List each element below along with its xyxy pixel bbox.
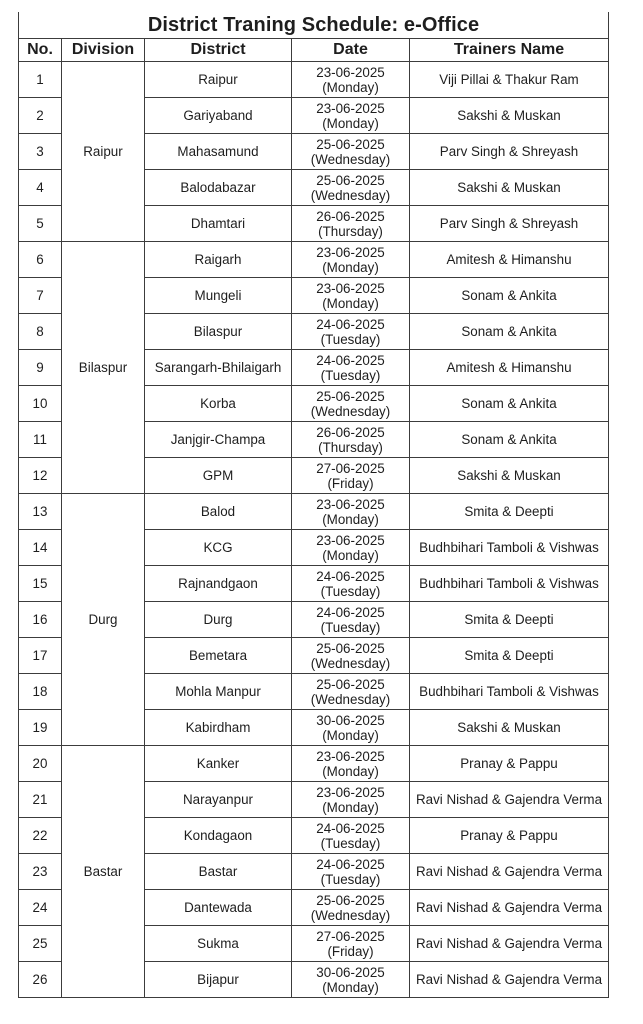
day-value: (Tuesday) (320, 583, 381, 599)
trainers-cell: Amitesh & Himanshu (410, 350, 609, 386)
day-value: (Tuesday) (320, 871, 381, 887)
district-cell: Bijapur (145, 962, 292, 998)
date-value: 25-06-2025 (316, 676, 385, 692)
schedule-sheet (18, 12, 608, 998)
district-cell: Dantewada (145, 890, 292, 926)
date-value: 24-06-2025 (316, 604, 385, 620)
date-value: 23-06-2025 (316, 784, 385, 800)
district-cell: Bemetara (145, 638, 292, 674)
district-cell: Gariyaband (145, 98, 292, 134)
trainers-cell: Ravi Nishad & Gajendra Verma (410, 782, 609, 818)
date-cell (292, 530, 410, 566)
date-value: 24-06-2025 (316, 352, 385, 368)
row-number: 22 (19, 818, 62, 854)
district-cell: Mohla Manpur (145, 674, 292, 710)
row-number: 12 (19, 458, 62, 494)
trainers-cell: Ravi Nishad & Gajendra Verma (410, 854, 609, 890)
trainers-cell: Ravi Nishad & Gajendra Verma (410, 962, 609, 998)
trainers-cell: Smita & Deepti (410, 638, 609, 674)
trainers-cell: Budhbihari Tamboli & Vishwas (410, 566, 609, 602)
row-number: 5 (19, 206, 62, 242)
trainers-cell: Pranay & Pappu (410, 818, 609, 854)
schedule-table (18, 12, 609, 998)
date-cell (292, 170, 410, 206)
row-number: 15 (19, 566, 62, 602)
trainers-cell: Sonam & Ankita (410, 422, 609, 458)
trainers-cell: Pranay & Pappu (410, 746, 609, 782)
row-number: 21 (19, 782, 62, 818)
date-cell (292, 206, 410, 242)
date-value: 25-06-2025 (316, 136, 385, 152)
day-value: (Monday) (322, 763, 379, 779)
date-cell (292, 710, 410, 746)
date-cell (292, 278, 410, 314)
district-cell: GPM (145, 458, 292, 494)
date-value: 30-06-2025 (316, 712, 385, 728)
row-number: 26 (19, 962, 62, 998)
date-cell (292, 638, 410, 674)
district-cell: Balodabazar (145, 170, 292, 206)
division-cell: Bastar (62, 746, 145, 998)
row-number: 11 (19, 422, 62, 458)
trainers-cell: Sonam & Ankita (410, 278, 609, 314)
date-cell (292, 314, 410, 350)
trainers-cell: Smita & Deepti (410, 602, 609, 638)
row-number: 8 (19, 314, 62, 350)
trainers-cell: Budhbihari Tamboli & Vishwas (410, 674, 609, 710)
trainers-cell: Parv Singh & Shreyash (410, 134, 609, 170)
table-body (19, 62, 609, 998)
district-cell: Raipur (145, 62, 292, 98)
trainers-cell: Sonam & Ankita (410, 314, 609, 350)
district-cell: Bastar (145, 854, 292, 890)
district-cell: Balod (145, 494, 292, 530)
day-value: (Monday) (322, 79, 379, 95)
row-number: 2 (19, 98, 62, 134)
district-cell: Kabirdham (145, 710, 292, 746)
day-value: (Tuesday) (320, 835, 381, 851)
date-cell (292, 782, 410, 818)
date-value: 25-06-2025 (316, 388, 385, 404)
header-division: Division (62, 39, 145, 62)
date-value: 25-06-2025 (316, 172, 385, 188)
day-value: (Monday) (322, 727, 379, 743)
date-cell (292, 98, 410, 134)
day-value: (Monday) (322, 547, 379, 563)
date-value: 23-06-2025 (316, 748, 385, 764)
date-value: 24-06-2025 (316, 820, 385, 836)
row-number: 17 (19, 638, 62, 674)
table-row (19, 494, 609, 530)
trainers-cell: Sakshi & Muskan (410, 98, 609, 134)
district-cell: Durg (145, 602, 292, 638)
trainers-cell: Sakshi & Muskan (410, 458, 609, 494)
day-value: (Monday) (322, 115, 379, 131)
district-cell: Kanker (145, 746, 292, 782)
row-number: 1 (19, 62, 62, 98)
row-number: 13 (19, 494, 62, 530)
district-cell: Korba (145, 386, 292, 422)
day-value: (Wednesday) (310, 907, 391, 923)
district-cell: Raigarh (145, 242, 292, 278)
row-number: 4 (19, 170, 62, 206)
date-cell (292, 566, 410, 602)
trainers-cell: Sakshi & Muskan (410, 170, 609, 206)
row-number: 18 (19, 674, 62, 710)
table-row (19, 62, 609, 98)
district-cell: Bilaspur (145, 314, 292, 350)
date-cell (292, 854, 410, 890)
district-cell: Mahasamund (145, 134, 292, 170)
district-cell: Rajnandgaon (145, 566, 292, 602)
day-value: (Monday) (322, 259, 379, 275)
date-value: 24-06-2025 (316, 316, 385, 332)
day-value: (Wednesday) (310, 655, 391, 671)
trainers-cell: Viji Pillai & Thakur Ram (410, 62, 609, 98)
date-cell (292, 494, 410, 530)
trainers-cell: Ravi Nishad & Gajendra Verma (410, 926, 609, 962)
row-number: 6 (19, 242, 62, 278)
date-value: 30-06-2025 (316, 964, 385, 980)
district-cell: Janjgir-Champa (145, 422, 292, 458)
table-header-row (19, 39, 609, 62)
date-cell (292, 926, 410, 962)
date-value: 23-06-2025 (316, 244, 385, 260)
trainers-cell: Budhbihari Tamboli & Vishwas (410, 530, 609, 566)
division-cell: Raipur (62, 62, 145, 242)
date-value: 25-06-2025 (316, 640, 385, 656)
date-cell (292, 422, 410, 458)
date-value: 25-06-2025 (316, 892, 385, 908)
division-cell: Bilaspur (62, 242, 145, 494)
date-value: 24-06-2025 (316, 856, 385, 872)
header-district: District (145, 39, 292, 62)
date-cell (292, 746, 410, 782)
trainers-cell: Parv Singh & Shreyash (410, 206, 609, 242)
date-cell (292, 458, 410, 494)
header-no: No. (19, 39, 62, 62)
day-value: (Friday) (327, 475, 374, 491)
district-cell: Narayanpur (145, 782, 292, 818)
page-title: District Traning Schedule: e-Office (19, 12, 609, 39)
day-value: (Wednesday) (310, 187, 391, 203)
table-row (19, 746, 609, 782)
row-number: 9 (19, 350, 62, 386)
trainers-cell: Smita & Deepti (410, 494, 609, 530)
row-number: 7 (19, 278, 62, 314)
day-value: (Monday) (322, 979, 379, 995)
row-number: 16 (19, 602, 62, 638)
row-number: 23 (19, 854, 62, 890)
day-value: (Wednesday) (310, 151, 391, 167)
date-cell (292, 962, 410, 998)
day-value: (Wednesday) (310, 403, 391, 419)
district-cell: Mungeli (145, 278, 292, 314)
day-value: (Tuesday) (320, 619, 381, 635)
date-cell (292, 62, 410, 98)
trainers-cell: Sonam & Ankita (410, 386, 609, 422)
date-value: 27-06-2025 (316, 928, 385, 944)
row-number: 19 (19, 710, 62, 746)
day-value: (Tuesday) (320, 331, 381, 347)
date-cell (292, 674, 410, 710)
trainers-cell: Ravi Nishad & Gajendra Verma (410, 890, 609, 926)
date-value: 23-06-2025 (316, 100, 385, 116)
date-value: 26-06-2025 (316, 424, 385, 440)
date-cell (292, 386, 410, 422)
district-cell: Dhamtari (145, 206, 292, 242)
date-value: 26-06-2025 (316, 208, 385, 224)
day-value: (Monday) (322, 511, 379, 527)
day-value: (Monday) (322, 295, 379, 311)
row-number: 20 (19, 746, 62, 782)
date-value: 23-06-2025 (316, 532, 385, 548)
district-cell: KCG (145, 530, 292, 566)
district-cell: Kondagaon (145, 818, 292, 854)
header-trainers: Trainers Name (410, 39, 609, 62)
day-value: (Thursday) (318, 439, 383, 455)
date-value: 24-06-2025 (316, 568, 385, 584)
day-value: (Thursday) (318, 223, 383, 239)
date-value: 27-06-2025 (316, 460, 385, 476)
district-cell: Sarangarh-Bhilaigarh (145, 350, 292, 386)
date-cell (292, 350, 410, 386)
day-value: (Wednesday) (310, 691, 391, 707)
date-cell (292, 890, 410, 926)
table-row (19, 242, 609, 278)
date-value: 23-06-2025 (316, 64, 385, 80)
row-number: 3 (19, 134, 62, 170)
day-value: (Tuesday) (320, 367, 381, 383)
date-value: 23-06-2025 (316, 280, 385, 296)
row-number: 25 (19, 926, 62, 962)
row-number: 24 (19, 890, 62, 926)
day-value: (Monday) (322, 799, 379, 815)
date-cell (292, 242, 410, 278)
row-number: 14 (19, 530, 62, 566)
trainers-cell: Sakshi & Muskan (410, 710, 609, 746)
district-cell: Sukma (145, 926, 292, 962)
row-number: 10 (19, 386, 62, 422)
header-date: Date (292, 39, 410, 62)
day-value: (Friday) (327, 943, 374, 959)
date-cell (292, 602, 410, 638)
date-cell (292, 134, 410, 170)
division-cell: Durg (62, 494, 145, 746)
date-value: 23-06-2025 (316, 496, 385, 512)
date-cell (292, 818, 410, 854)
trainers-cell: Amitesh & Himanshu (410, 242, 609, 278)
